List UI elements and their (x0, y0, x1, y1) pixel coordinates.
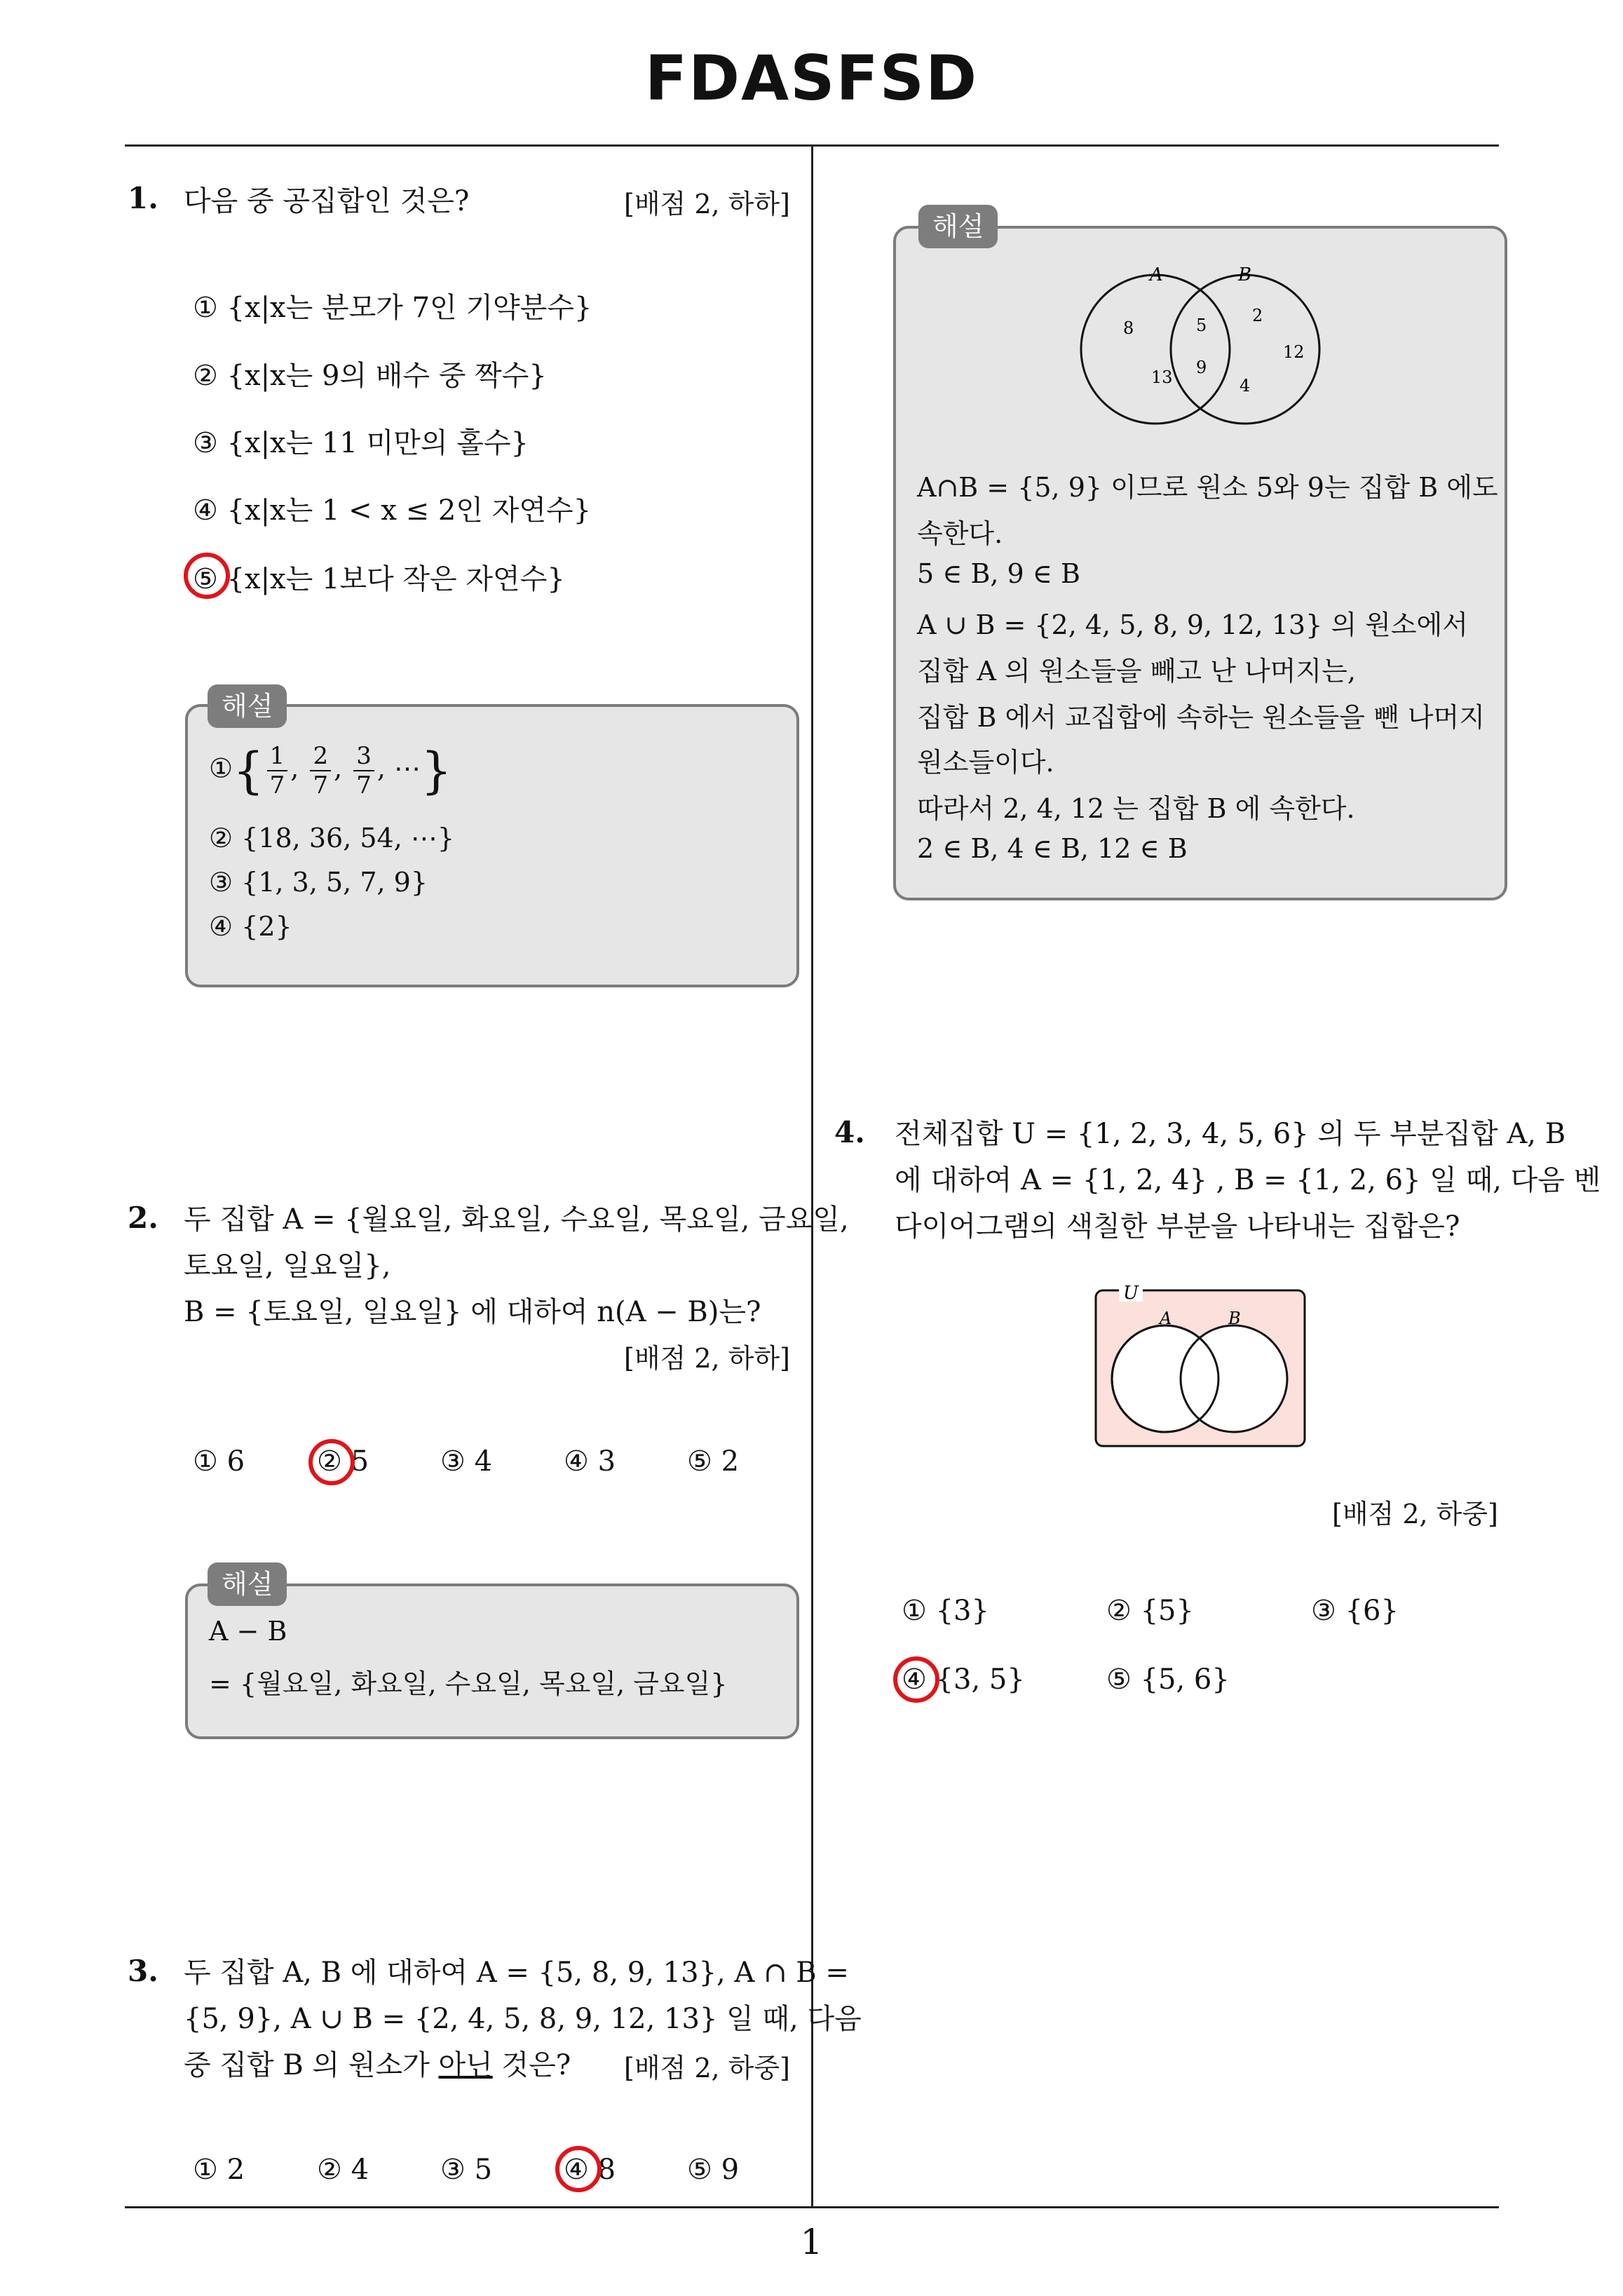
q3-solution-box (893, 226, 1507, 900)
venn-circle-b-fill (1181, 1325, 1287, 1432)
q4-number: 4. (834, 1115, 865, 1149)
q2-meta: [배점 2, 하하] (624, 1343, 790, 1374)
q1-sol-line-2: ② {18, 36, 54, ⋯} (209, 823, 455, 853)
q3-solution-venn (896, 229, 1505, 439)
q3-line-3: 중 집합 B 의 원소가 아닌 것은? (184, 2049, 571, 2081)
q3-sol-line-6: 집합 B 에서 교집합에 속하는 원소들을 뺀 나머지 (917, 702, 1485, 733)
q3-sol-line-1: A∩B = {5, 9} 이므로 원소 5와 9는 집합 B 에도 (917, 472, 1498, 503)
q4-meta: [배점 2, 하중] (1332, 1499, 1498, 1529)
q1-prompt: 다음 중 공집합인 것은? (184, 185, 470, 217)
q2-solution-box (185, 1583, 799, 1739)
q2-choice-3[interactable]: ③ 4 (440, 1445, 493, 1478)
q4-line-1: 전체집합 U = {1, 2, 3, 4, 5, 6} 의 두 부분집합 A, B (895, 1118, 1566, 1150)
q4-choice-3[interactable]: ③ {6} (1311, 1595, 1399, 1627)
q2-line-2: 토요일, 일요일}, (184, 1250, 391, 1282)
q2-line-3: B = {토요일, 일요일} 에 대하여 n(A − B)는? (184, 1296, 761, 1328)
q2-choice-4[interactable]: ④ 3 (564, 1445, 616, 1478)
bottom-rule (125, 2206, 1499, 2208)
q1-meta: [배점 2, 하하] (624, 189, 790, 220)
q3-choice-3[interactable]: ③ 5 (440, 2154, 493, 2186)
q2-sol-line-2: = {월요일, 화요일, 수요일, 목요일, 금요일} (209, 1668, 728, 1699)
venn-label-b: B (1228, 1309, 1241, 1328)
venn-label-b: B (1238, 264, 1252, 285)
q1-answer-mark (184, 553, 230, 599)
q2-choice-1[interactable]: ① 6 (193, 1445, 245, 1478)
venn-both-1: 5 (1196, 316, 1207, 335)
q3-choice-4[interactable]: ④ 8 (564, 2154, 616, 2186)
q3-choice-1[interactable]: ① 2 (193, 2154, 245, 2186)
venn-b-only-3: 4 (1240, 376, 1251, 396)
q2-line-1: 두 집합 A = {월요일, 화요일, 수요일, 목요일, 금요일, (184, 1203, 849, 1236)
venn-both-2: 9 (1196, 358, 1207, 377)
q3-sol-line-2: 속한다. (917, 518, 1003, 549)
venn-a-only-1: 8 (1123, 318, 1134, 338)
q1-solution-box (185, 704, 799, 987)
q2-solution-tag: 해설 (208, 1562, 287, 1606)
q1-choice-3[interactable]: ③ {x|x는 11 미만의 홀수} (193, 427, 529, 459)
q3-sol-line-9: 2 ∈ B, 4 ∈ B, 12 ∈ B (917, 833, 1188, 864)
q3-meta: [배점 2, 하중] (624, 2053, 790, 2084)
q4-venn-diagram (1094, 1281, 1311, 1449)
q3-solution-tag: 해설 (918, 205, 998, 248)
column-divider (811, 146, 813, 2206)
q1-choice-5[interactable]: ⑤ {x|x는 1보다 작은 자연수} (193, 563, 565, 595)
q2-answer-mark (308, 1439, 355, 1485)
q3-number: 3. (128, 1954, 158, 1988)
q3-choice-5[interactable]: ⑤ 9 (687, 2154, 740, 2186)
q3-line-2: {5, 9}, A ∪ B = {2, 4, 5, 8, 9, 12, 13} 일 때, 다음 (184, 2003, 862, 2035)
q3-sol-line-8: 따라서 2, 4, 12 는 집합 B 에 속한다. (917, 793, 1355, 824)
q1-choice-1[interactable]: ① {x|x는 분모가 7인 기약분수} (193, 292, 592, 324)
q4-choice-4[interactable]: ④ {3, 5} (902, 1663, 1025, 1696)
q1-number: 1. (128, 181, 158, 215)
q1-sol-line-3: ③ {1, 3, 5, 7, 9} (209, 867, 428, 898)
q1-choice-2[interactable]: ② {x|x는 9의 배수 중 짝수} (193, 360, 547, 392)
page-number: 1 (800, 2222, 823, 2262)
q1-sol-frac-1: $\frac{1}{7}$ (267, 742, 288, 799)
q2-choice-5[interactable]: ⑤ 2 (687, 1445, 740, 1478)
q1-choice-4[interactable]: ④ {x|x는 1 < x ≤ 2인 자연수} (193, 494, 592, 527)
venn-label-a: A (1160, 1309, 1172, 1328)
q2-number: 2. (128, 1201, 158, 1235)
venn-a-only-2: 13 (1151, 367, 1173, 387)
q1-solution-tag: 해설 (208, 684, 287, 728)
q2-choice-2[interactable]: ② 5 (317, 1445, 369, 1478)
q3-choice-2[interactable]: ② 4 (317, 2154, 369, 2186)
q1-sol-line-4: ④ {2} (209, 911, 292, 942)
q4-choice-5[interactable]: ⑤ {5, 6} (1106, 1663, 1230, 1696)
q3-sol-line-5: 집합 A 의 원소들을 빼고 난 나머지는, (917, 656, 1356, 687)
venn-label-a: A (1150, 264, 1163, 285)
q3-sol-line-7: 원소들이다. (917, 747, 1054, 778)
venn-circle-a (1081, 275, 1230, 424)
q4-line-2: 에 대하여 A = {1, 2, 4} , B = {1, 2, 6} 일 때, 다음 벤 (895, 1164, 1601, 1196)
q1-sol-line-1: ①{ $\frac{1}{7}$ , $\frac{2}{7}$ , $\frac{3}{7}$ , ⋯} (209, 742, 452, 799)
q4-line-3: 다이어그램의 색칠한 부분을 나타내는 집합은? (895, 1210, 1460, 1243)
page-title: FDASFSD (644, 42, 979, 114)
q1-sol-frac-2: $\frac{2}{7}$ (310, 742, 331, 799)
venn-b-only-1: 2 (1252, 306, 1263, 325)
venn-label-u: U (1123, 1283, 1139, 1304)
q4-choice-2[interactable]: ② {5} (1106, 1595, 1194, 1627)
q3-answer-mark (555, 2146, 602, 2192)
q3-sol-line-4: A ∪ B = {2, 4, 5, 8, 9, 12, 13} 의 원소에서 (917, 609, 1468, 640)
q3-line-1: 두 집합 A, B 에 대하여 A = {5, 8, 9, 13}, A ∩ B = (184, 1957, 849, 1989)
q1-sol-frac-3: $\frac{3}{7}$ (353, 742, 374, 799)
q3-sol-line-3: 5 ∈ B, 9 ∈ B (917, 558, 1080, 589)
q4-choice-1[interactable]: ① {3} (902, 1595, 989, 1627)
q2-sol-line-1: A − B (209, 1616, 287, 1647)
q4-answer-mark (893, 1656, 939, 1703)
venn-b-only-2: 12 (1283, 342, 1305, 362)
